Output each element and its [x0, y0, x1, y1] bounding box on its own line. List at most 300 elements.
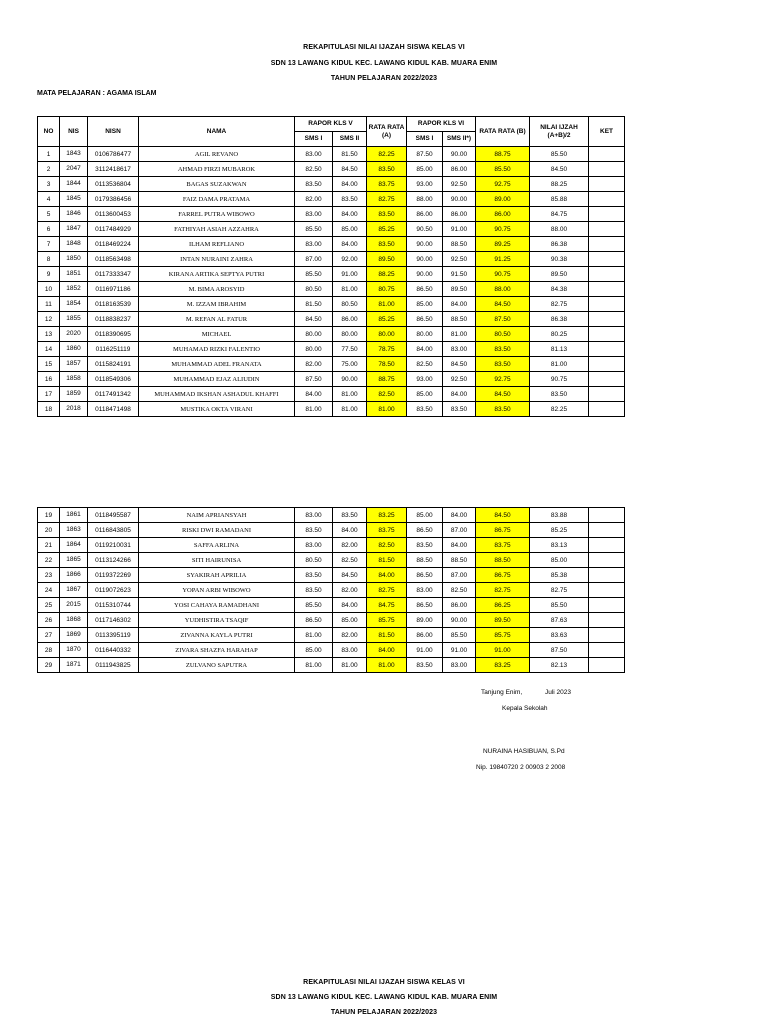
cell-vi1: 86.50 [407, 568, 443, 583]
cell-v1: 83.00 [295, 147, 333, 162]
cell-ket [589, 628, 625, 643]
cell-vi1: 89.00 [407, 613, 443, 628]
cell-v2: 83.50 [333, 192, 367, 207]
cell-nama: MUHAMMAD IKSHAN ASHADUL KHAFFI [139, 387, 295, 402]
cell-v1: 80.50 [295, 282, 333, 297]
cell-ket [589, 583, 625, 598]
cell-v2: 86.00 [333, 312, 367, 327]
table-row [38, 643, 625, 658]
cell-ij: 86.38 [530, 237, 589, 252]
col-rapor-v: RAPOR KLS V [295, 117, 367, 132]
table-row [38, 568, 625, 583]
cell-vi2: 92.50 [443, 252, 476, 267]
cell-ij: 84.50 [530, 162, 589, 177]
cell-vi1: 84.00 [407, 342, 443, 357]
cell-nis: 1850 [60, 252, 88, 267]
cell-vi2: 91.00 [443, 222, 476, 237]
cell-no: 6 [38, 222, 60, 237]
cell-v1: 83.50 [295, 583, 333, 598]
cell-no: 14 [38, 342, 60, 357]
cell-vi2: 90.00 [443, 192, 476, 207]
cell-no: 3 [38, 177, 60, 192]
cell-vi1: 85.00 [407, 508, 443, 523]
cell-b: 86.75 [476, 523, 530, 538]
cell-ket [589, 327, 625, 342]
cell-ket [589, 312, 625, 327]
cell-nisn: 0116440332 [88, 643, 139, 658]
cell-ij: 85.38 [530, 568, 589, 583]
table-row [38, 372, 625, 387]
cell-vi1: 83.50 [407, 402, 443, 417]
cell-v1: 80.00 [295, 327, 333, 342]
signature-place: Tanjung Enim, [481, 689, 523, 696]
cell-no: 8 [38, 252, 60, 267]
cell-nis: 1844 [60, 177, 88, 192]
cell-v1: 83.00 [295, 237, 333, 252]
cell-b: 88.00 [476, 282, 530, 297]
cell-no: 11 [38, 297, 60, 312]
cell-ij: 83.63 [530, 628, 589, 643]
cell-a: 85.75 [367, 613, 407, 628]
cell-ket [589, 162, 625, 177]
academic-year: TAHUN PELAJARAN 2022/2023 [330, 75, 438, 82]
cell-nama: ZIVARA SHAZFA HARAHAP [139, 643, 295, 658]
cell-vi2: 91.00 [443, 643, 476, 658]
cell-v2: 80.00 [333, 327, 367, 342]
cell-nis: 1843 [60, 147, 88, 162]
cell-nama: MUHAMAD RIZKI FALENTIO [139, 342, 295, 357]
cell-nama: M. IZZAM IBRAHIM [139, 297, 295, 312]
cell-nis: 2047 [60, 162, 88, 177]
cell-nis: 1871 [60, 658, 88, 673]
table-row [38, 327, 625, 342]
cell-nisn: 0119210031 [88, 538, 139, 553]
col-nisn: NISN [88, 117, 139, 147]
cell-ket [589, 613, 625, 628]
cell-ket [589, 387, 625, 402]
cell-v2: 84.00 [333, 523, 367, 538]
cell-v1: 84.00 [295, 387, 333, 402]
cell-a: 83.25 [367, 508, 407, 523]
cell-nama: M. BIMA AROSYID [139, 282, 295, 297]
cell-ket [589, 553, 625, 568]
cell-no: 2 [38, 162, 60, 177]
cell-no: 27 [38, 628, 60, 643]
cell-no: 16 [38, 372, 60, 387]
cell-nis: 1852 [60, 282, 88, 297]
table-row [38, 207, 625, 222]
cell-nisn: 0113600453 [88, 207, 139, 222]
cell-no: 5 [38, 207, 60, 222]
table-row [38, 613, 625, 628]
cell-no: 24 [38, 583, 60, 598]
cell-nis: 2018 [60, 402, 88, 417]
cell-v2: 84.50 [333, 162, 367, 177]
table-row [38, 523, 625, 538]
cell-ket [589, 207, 625, 222]
table-row [38, 282, 625, 297]
cell-ij: 85.50 [530, 147, 589, 162]
cell-v1: 83.50 [295, 568, 333, 583]
table-row [38, 342, 625, 357]
cell-ket [589, 267, 625, 282]
principal-nip: Nip. 19840720 2 00903 2 2008 [476, 764, 566, 771]
cell-vi1: 86.00 [407, 628, 443, 643]
cell-vi2: 82.50 [443, 583, 476, 598]
cell-no: 1 [38, 147, 60, 162]
cell-nisn: 0117146302 [88, 613, 139, 628]
cell-b: 84.50 [476, 387, 530, 402]
cell-ij: 85.00 [530, 553, 589, 568]
cell-v2: 84.00 [333, 237, 367, 252]
signature-role: Kepala Sekolah [502, 705, 548, 712]
cell-b: 89.00 [476, 192, 530, 207]
document-title-repeat: REKAPITULASI NILAI IJAZAH SISWA KELAS VI [303, 979, 465, 986]
cell-b: 87.50 [476, 312, 530, 327]
cell-ket [589, 658, 625, 673]
cell-a: 89.50 [367, 252, 407, 267]
cell-nisn: 0113395119 [88, 628, 139, 643]
cell-ket [589, 357, 625, 372]
cell-ij: 85.25 [530, 523, 589, 538]
academic-year-repeat: TAHUN PELAJARAN 2022/2023 [330, 1009, 438, 1016]
cell-a: 81.00 [367, 402, 407, 417]
cell-nisn: 0106786477 [88, 147, 139, 162]
cell-v2: 81.00 [333, 387, 367, 402]
cell-vi2: 92.50 [443, 372, 476, 387]
col-ket: KET [589, 117, 625, 147]
cell-nama: MUHAMMAD EJAZ ALIUDIN [139, 372, 295, 387]
cell-v2: 82.00 [333, 583, 367, 598]
col-sms1-vi: SMS I [407, 132, 443, 147]
cell-nisn: 0115310744 [88, 598, 139, 613]
cell-vi1: 85.00 [407, 162, 443, 177]
cell-ket [589, 372, 625, 387]
cell-nisn: 0118471498 [88, 402, 139, 417]
cell-nisn: 0116251119 [88, 342, 139, 357]
school-name-repeat: SDN 13 LAWANG KIDUL KEC. LAWANG KIDUL KAB. MUARA ENIM [270, 994, 498, 1001]
cell-ij: 87.50 [530, 643, 589, 658]
cell-no: 18 [38, 402, 60, 417]
cell-nisn: 0118390695 [88, 327, 139, 342]
cell-v2: 84.00 [333, 598, 367, 613]
cell-no: 17 [38, 387, 60, 402]
cell-ket [589, 568, 625, 583]
cell-b: 84.50 [476, 508, 530, 523]
cell-b: 92.75 [476, 177, 530, 192]
cell-v2: 81.00 [333, 658, 367, 673]
cell-v2: 84.00 [333, 207, 367, 222]
cell-no: 15 [38, 357, 60, 372]
cell-vi1: 86.00 [407, 207, 443, 222]
cell-v1: 84.50 [295, 312, 333, 327]
cell-v2: 90.00 [333, 372, 367, 387]
cell-a: 84.00 [367, 568, 407, 583]
cell-v2: 91.00 [333, 267, 367, 282]
cell-vi1: 83.50 [407, 658, 443, 673]
cell-b: 91.00 [476, 643, 530, 658]
cell-nisn: 0116843805 [88, 523, 139, 538]
cell-v1: 83.00 [295, 508, 333, 523]
cell-v2: 81.50 [333, 147, 367, 162]
cell-nama: FAIZ DAMA PRATAMA [139, 192, 295, 207]
cell-ij: 89.50 [530, 267, 589, 282]
cell-nis: 1863 [60, 523, 88, 538]
cell-nama: NAIM APRIANSYAH [139, 508, 295, 523]
cell-nama: INTAN NURAINI ZAHRA [139, 252, 295, 267]
cell-nama: ILHAM REFLIANO [139, 237, 295, 252]
table-row [38, 267, 625, 282]
cell-nama: YOSI CAHAYA RAMADHANI [139, 598, 295, 613]
cell-ket [589, 342, 625, 357]
cell-nisn: 0113536804 [88, 177, 139, 192]
col-rapor-vi: RAPOR KLS VI [407, 117, 476, 132]
cell-a: 85.25 [367, 222, 407, 237]
table-row [38, 628, 625, 643]
cell-ij: 83.88 [530, 508, 589, 523]
cell-no: 22 [38, 553, 60, 568]
table-row [38, 357, 625, 372]
cell-b: 89.25 [476, 237, 530, 252]
table-row [38, 658, 625, 673]
cell-a: 80.75 [367, 282, 407, 297]
cell-vi2: 84.00 [443, 387, 476, 402]
cell-nis: 1869 [60, 628, 88, 643]
cell-b: 90.75 [476, 267, 530, 282]
cell-v1: 83.50 [295, 177, 333, 192]
subject-label: MATA PELAJARAN : AGAMA ISLAM [37, 90, 157, 97]
cell-ket [589, 237, 625, 252]
cell-no: 25 [38, 598, 60, 613]
cell-vi1: 93.00 [407, 372, 443, 387]
cell-nisn: 0118163539 [88, 297, 139, 312]
cell-b: 84.50 [476, 297, 530, 312]
table-row [38, 312, 625, 327]
table-row [38, 147, 625, 162]
cell-nama: MUHAMMAD ADEL FRANATA [139, 357, 295, 372]
cell-v1: 85.50 [295, 267, 333, 282]
cell-nis: 1845 [60, 192, 88, 207]
cell-b: 82.75 [476, 583, 530, 598]
cell-ket [589, 523, 625, 538]
cell-v1: 81.00 [295, 402, 333, 417]
cell-ket [589, 508, 625, 523]
cell-no: 4 [38, 192, 60, 207]
cell-v1: 82.00 [295, 357, 333, 372]
cell-a: 88.25 [367, 267, 407, 282]
cell-nis: 1866 [60, 568, 88, 583]
cell-nis: 1865 [60, 553, 88, 568]
cell-a: 81.00 [367, 297, 407, 312]
cell-vi2: 86.00 [443, 598, 476, 613]
col-sms2-vi: SMS II*) [443, 132, 476, 147]
document-title: REKAPITULASI NILAI IJAZAH SISWA KELAS VI [303, 44, 465, 51]
cell-v2: 77.50 [333, 342, 367, 357]
col-sms2-v: SMS II [333, 132, 367, 147]
table-row [38, 598, 625, 613]
cell-a: 82.50 [367, 387, 407, 402]
cell-b: 92.75 [476, 372, 530, 387]
table-row [38, 177, 625, 192]
cell-nis: 1851 [60, 267, 88, 282]
cell-ij: 88.00 [530, 222, 589, 237]
cell-no: 26 [38, 613, 60, 628]
cell-b: 85.50 [476, 162, 530, 177]
col-nama: NAMA [139, 117, 295, 147]
cell-b: 90.75 [476, 222, 530, 237]
cell-a: 82.25 [367, 147, 407, 162]
cell-ij: 84.38 [530, 282, 589, 297]
cell-ket [589, 538, 625, 553]
cell-b: 88.75 [476, 147, 530, 162]
cell-v1: 85.00 [295, 643, 333, 658]
cell-vi2: 87.00 [443, 568, 476, 583]
cell-vi2: 84.00 [443, 297, 476, 312]
col-sms1-v: SMS I [295, 132, 333, 147]
cell-ij: 81.00 [530, 357, 589, 372]
cell-nisn: 0119072623 [88, 583, 139, 598]
cell-nama: SITI HAIRUNISA [139, 553, 295, 568]
cell-v2: 83.00 [333, 643, 367, 658]
cell-nama: ZULVANO SAPUTRA [139, 658, 295, 673]
cell-nis: 1868 [60, 613, 88, 628]
cell-vi2: 85.50 [443, 628, 476, 643]
cell-nis: 1870 [60, 643, 88, 658]
cell-vi2: 84.00 [443, 538, 476, 553]
cell-nama: SAFFA ARLINA [139, 538, 295, 553]
cell-vi2: 92.50 [443, 177, 476, 192]
cell-vi2: 86.00 [443, 207, 476, 222]
cell-vi1: 93.00 [407, 177, 443, 192]
cell-a: 78.75 [367, 342, 407, 357]
cell-nisn: 0116971186 [88, 282, 139, 297]
cell-nis: 1854 [60, 297, 88, 312]
cell-nisn: 0118838237 [88, 312, 139, 327]
cell-a: 84.75 [367, 598, 407, 613]
table-row [38, 538, 625, 553]
table-row [38, 252, 625, 267]
grades-table-page1 [37, 116, 625, 417]
cell-a: 81.50 [367, 553, 407, 568]
cell-ij: 82.25 [530, 402, 589, 417]
cell-nama: FATHIYAH ASIAH AZZAHRA [139, 222, 295, 237]
cell-b: 88.50 [476, 553, 530, 568]
cell-vi2: 89.50 [443, 282, 476, 297]
cell-vi1: 82.50 [407, 357, 443, 372]
cell-no: 13 [38, 327, 60, 342]
cell-ij: 84.75 [530, 207, 589, 222]
cell-vi2: 84.50 [443, 357, 476, 372]
cell-no: 19 [38, 508, 60, 523]
table-row [38, 222, 625, 237]
cell-ket [589, 402, 625, 417]
cell-ket [589, 643, 625, 658]
cell-v2: 75.00 [333, 357, 367, 372]
cell-ket [589, 222, 625, 237]
cell-vi1: 87.50 [407, 147, 443, 162]
cell-nama: AHMAD FIRZI MUBAROK [139, 162, 295, 177]
cell-ij: 82.13 [530, 658, 589, 673]
cell-vi1: 88.50 [407, 553, 443, 568]
cell-vi1: 90.00 [407, 252, 443, 267]
cell-nama: KIRANA ARTIKA SEPTYA PUTRI [139, 267, 295, 282]
cell-vi1: 86.50 [407, 598, 443, 613]
cell-a: 82.75 [367, 192, 407, 207]
cell-vi2: 81.00 [443, 327, 476, 342]
cell-v2: 84.50 [333, 568, 367, 583]
cell-no: 10 [38, 282, 60, 297]
cell-vi1: 90.00 [407, 237, 443, 252]
table-row [38, 297, 625, 312]
cell-vi1: 86.50 [407, 282, 443, 297]
table-row [38, 192, 625, 207]
cell-vi2: 88.50 [443, 237, 476, 252]
cell-ij: 90.38 [530, 252, 589, 267]
school-name: SDN 13 LAWANG KIDUL KEC. LAWANG KIDUL KAB. MUARA ENIM [270, 60, 498, 67]
cell-v1: 83.00 [295, 538, 333, 553]
cell-v1: 87.00 [295, 252, 333, 267]
cell-ket [589, 282, 625, 297]
cell-ket [589, 252, 625, 267]
cell-no: 28 [38, 643, 60, 658]
cell-nis: 1861 [60, 508, 88, 523]
col-no: NO [38, 117, 60, 147]
cell-no: 20 [38, 523, 60, 538]
cell-vi1: 85.00 [407, 387, 443, 402]
cell-v2: 81.00 [333, 282, 367, 297]
table-row [38, 402, 625, 417]
cell-ij: 82.75 [530, 583, 589, 598]
cell-nama: YOPAN ARBI WIBOWO [139, 583, 295, 598]
cell-nisn: 0118549306 [88, 372, 139, 387]
cell-v1: 80.00 [295, 342, 333, 357]
cell-nisn: 3112418617 [88, 162, 139, 177]
cell-b: 83.75 [476, 538, 530, 553]
cell-ij: 83.50 [530, 387, 589, 402]
cell-ij: 80.25 [530, 327, 589, 342]
cell-ij: 85.50 [530, 598, 589, 613]
cell-vi1: 90.50 [407, 222, 443, 237]
cell-b: 86.75 [476, 568, 530, 583]
cell-ij: 82.75 [530, 297, 589, 312]
grades-table-page2 [37, 507, 625, 673]
cell-ket [589, 192, 625, 207]
cell-nama: ZIVANNA KAYLA PUTRI [139, 628, 295, 643]
cell-vi2: 83.50 [443, 402, 476, 417]
cell-nisn: 0115824191 [88, 357, 139, 372]
cell-v2: 85.00 [333, 222, 367, 237]
principal-name: NURAINA HASIBUAN, S.Pd [483, 748, 565, 755]
cell-v2: 81.00 [333, 402, 367, 417]
cell-a: 83.50 [367, 237, 407, 252]
cell-vi2: 83.00 [443, 342, 476, 357]
cell-a: 80.00 [367, 327, 407, 342]
cell-nis: 1846 [60, 207, 88, 222]
cell-v1: 86.50 [295, 613, 333, 628]
cell-vi1: 86.50 [407, 312, 443, 327]
cell-v2: 85.00 [333, 613, 367, 628]
cell-a: 81.00 [367, 658, 407, 673]
cell-nisn: 0117484929 [88, 222, 139, 237]
cell-v2: 82.00 [333, 538, 367, 553]
cell-nama: BAGAS SUZAKWAN [139, 177, 295, 192]
col-rata-a: RATA RATA (A) [367, 117, 407, 147]
cell-a: 88.75 [367, 372, 407, 387]
cell-vi2: 84.00 [443, 508, 476, 523]
cell-v1: 81.00 [295, 658, 333, 673]
cell-v2: 83.50 [333, 508, 367, 523]
cell-v1: 87.50 [295, 372, 333, 387]
